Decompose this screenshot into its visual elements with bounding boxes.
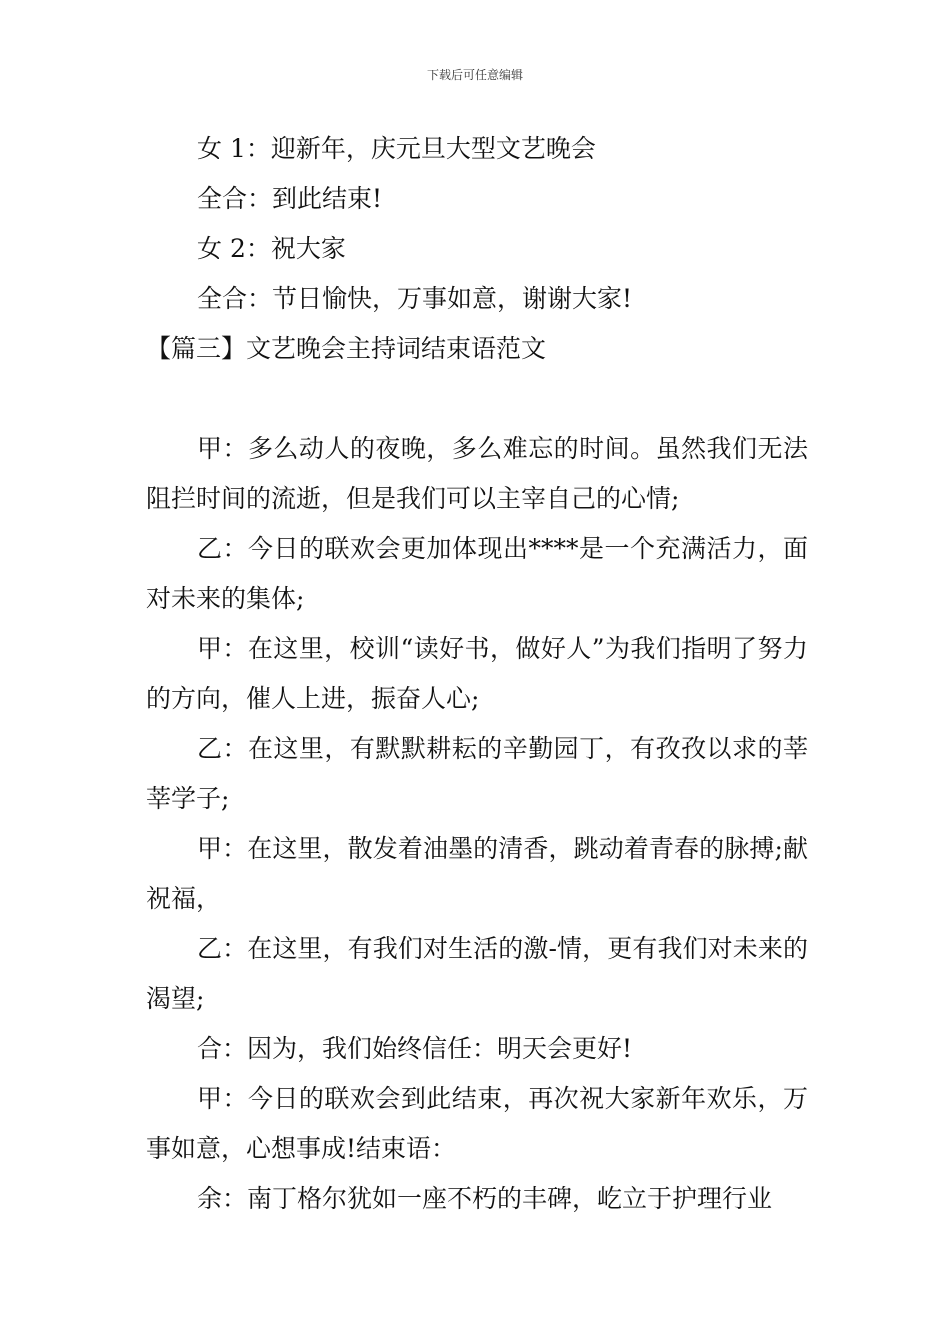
dialogue-paragraph: 甲：多么动人的夜晚，多么难忘的时间。虽然我们无法阻拦时间的流逝，但是我们可以主宰自己的心情; — [146, 434, 808, 513]
section-title: 【篇三】文艺晚会主持词结束语范文 — [146, 334, 547, 363]
dialogue-line: 全合：到此结束! — [197, 184, 383, 213]
dialogue-line: 全合：节日愉快，万事如意，谢谢大家! — [197, 284, 633, 313]
dialogue-paragraph: 合：因为，我们始终信任：明天会更好! — [197, 1034, 633, 1063]
dialogue-paragraph: 乙：在这里，有默默耕耘的辛勤园丁，有孜孜以求的莘莘学子; — [146, 734, 808, 813]
dialogue-paragraph: 甲：今日的联欢会到此结束，再次祝大家新年欢乐，万事如意，心想事成!结束语： — [146, 1084, 808, 1163]
dialogue-paragraph: 乙：在这里，有我们对生活的激-情，更有我们对未来的渴望; — [146, 934, 808, 1013]
dialogue-line: 女 1：迎新年，庆元旦大型文艺晚会 — [197, 134, 596, 163]
dialogue-paragraph: 甲：在这里，散发着油墨的清香，跳动着青春的脉搏;献祝福， — [146, 834, 808, 913]
dialogue-paragraph: 乙：今日的联欢会更加体现出****是一个充满活力，面对未来的集体; — [146, 534, 808, 613]
dialogue-paragraph: 甲：在这里，校训“读好书，做好人”为我们指明了努力的方向，催人上进，振奋人心; — [146, 634, 808, 713]
dialogue-paragraph: 余：南丁格尔犹如一座不朽的丰碑，屹立于护理行业 — [197, 1184, 773, 1213]
document-body — [146, 124, 816, 1224]
dialogue-line: 女 2：祝大家 — [197, 234, 346, 263]
page-header: 下载后可任意编辑 — [426, 68, 523, 82]
blank-line — [146, 374, 816, 424]
